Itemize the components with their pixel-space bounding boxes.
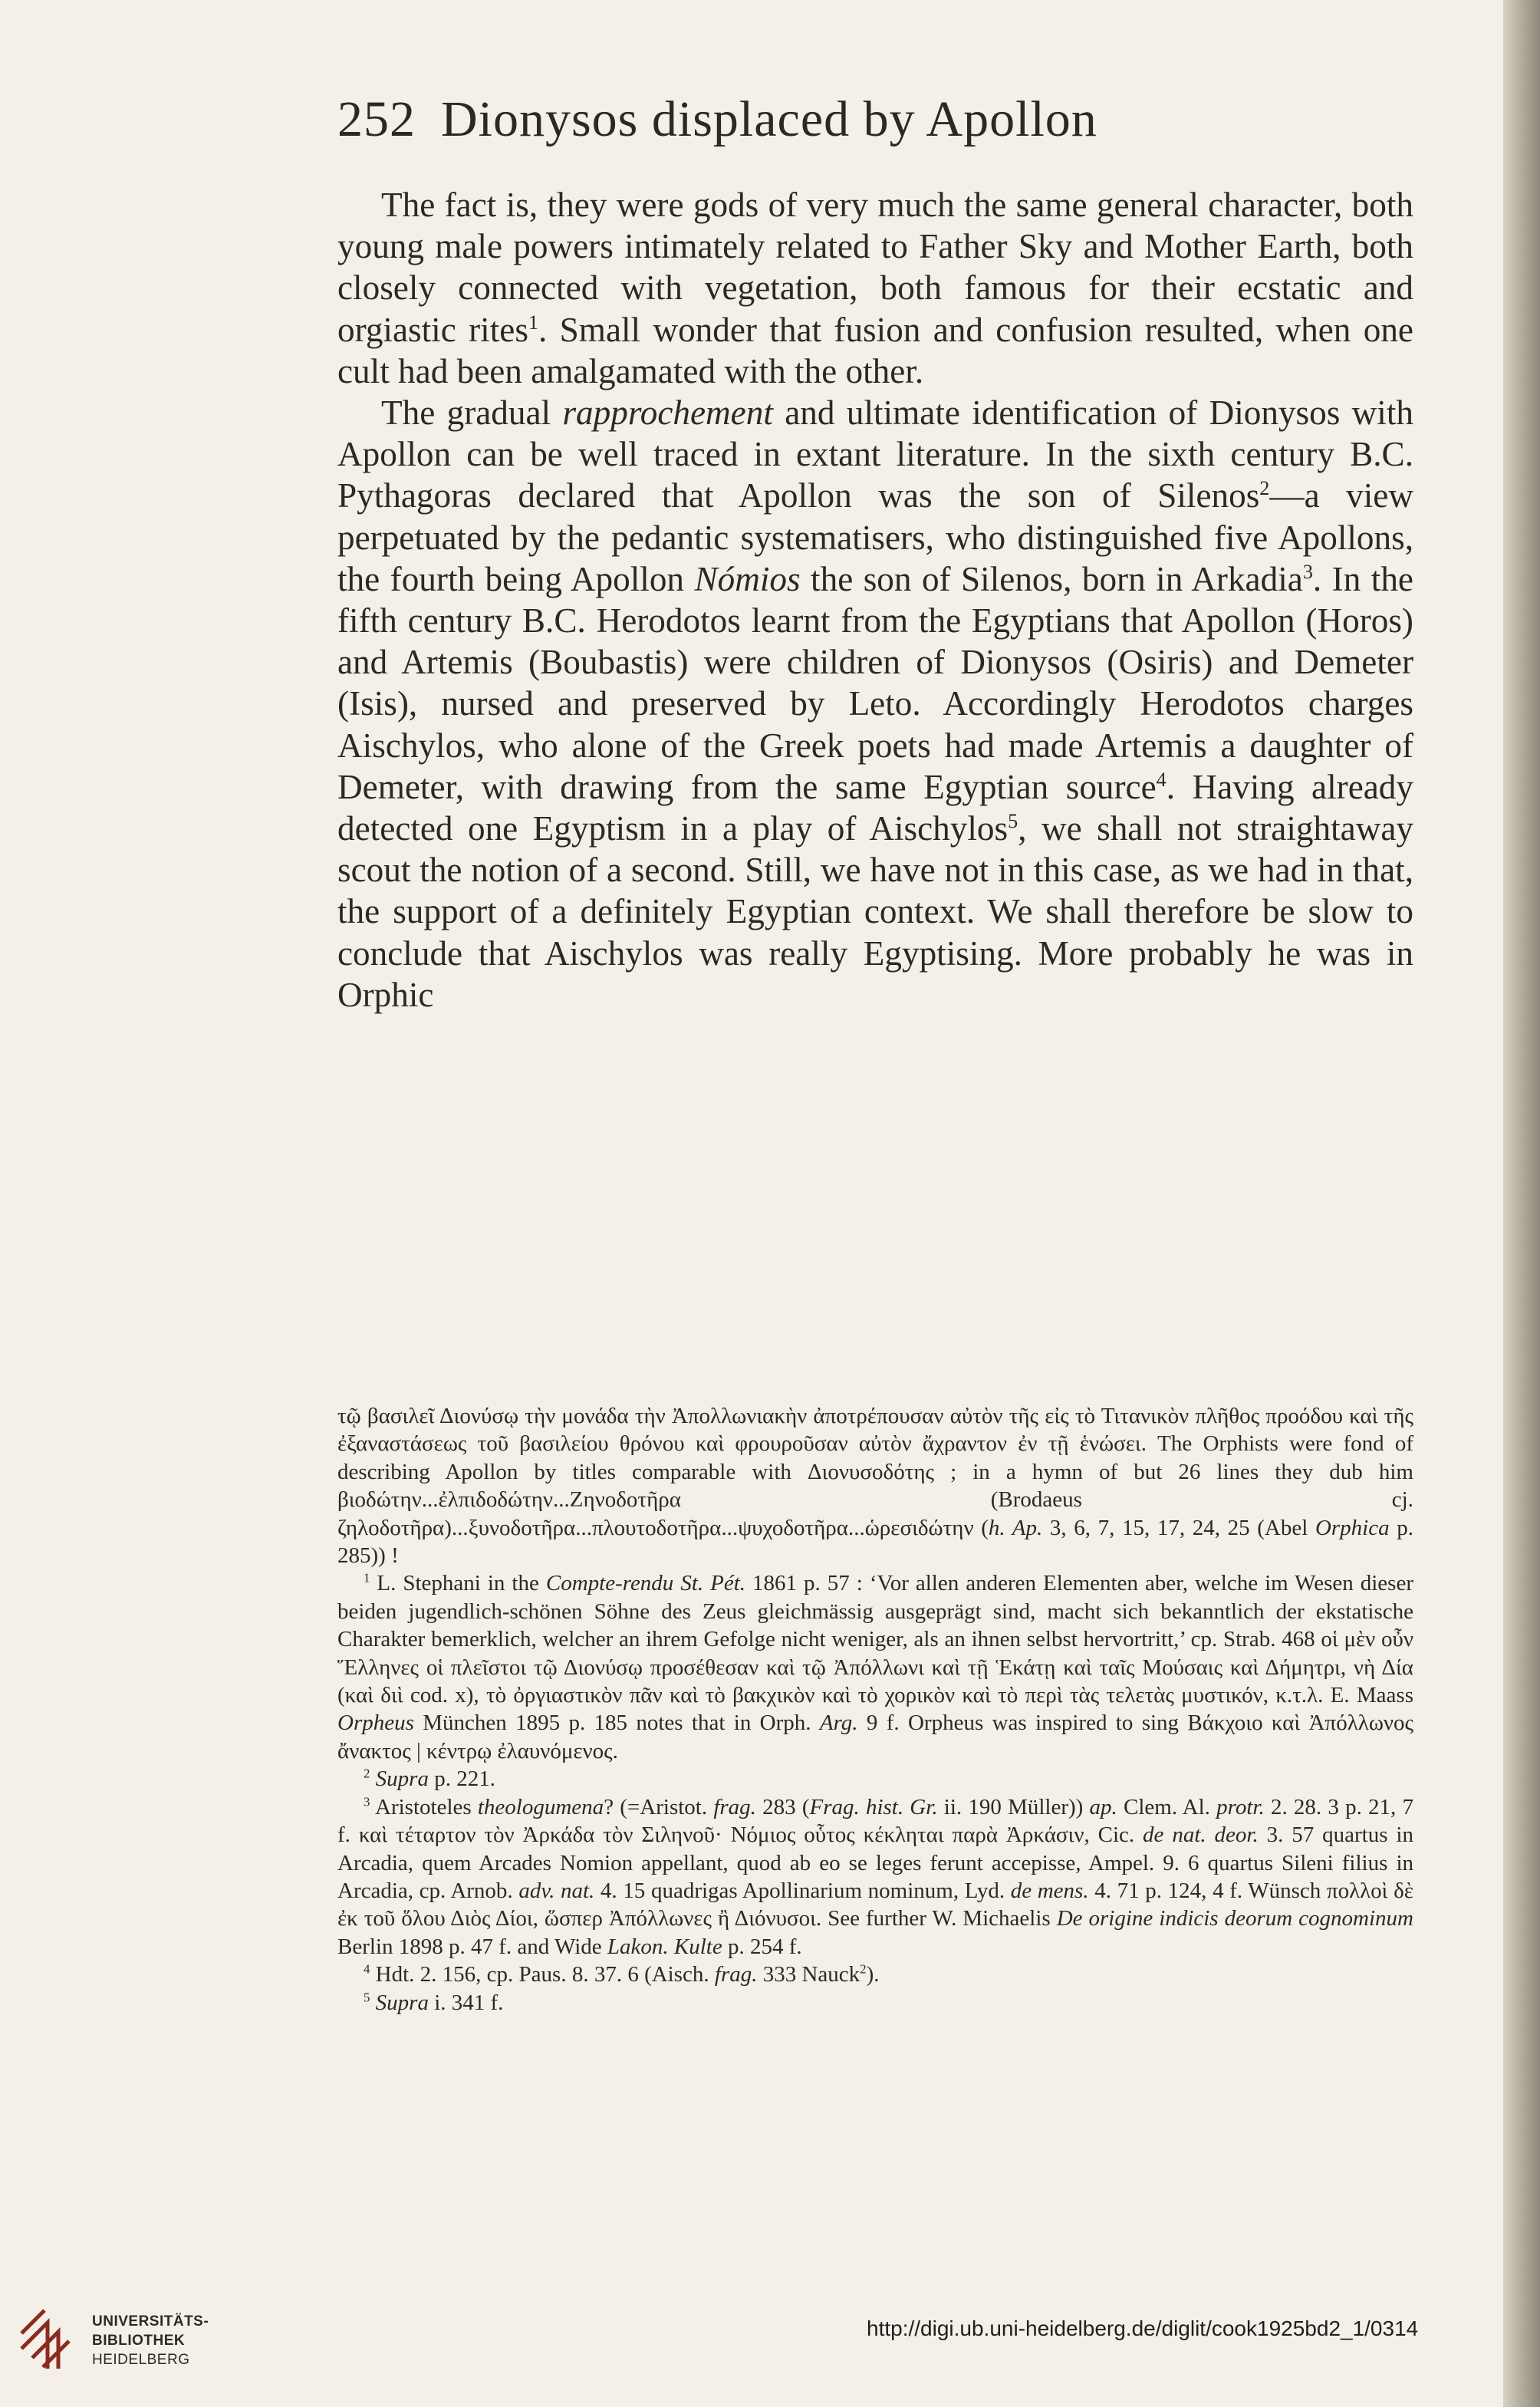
text-run: and ultimate identification of Dionysos with Apollon can be well traced in extant literature. In the sixth century B.C. Pythagoras declared that Apollon was the son of Silenos: [337, 393, 1413, 515]
italic-term: rapprochement: [562, 393, 773, 433]
footnote-4: [337, 1961, 1413, 1988]
italic-term: adv. nat.: [518, 1878, 595, 1903]
greek-quote: Διονυσοδότης: [807, 1459, 934, 1484]
library-line: HEIDELBERG: [92, 2352, 190, 2368]
text-run: 4. 71 p. 124, 4 f. Wünsch: [1088, 1878, 1327, 1903]
italic-term: de mens.: [1010, 1878, 1089, 1903]
text-run: p. 285)) !: [337, 1515, 1413, 1569]
text-run: ).: [866, 1962, 880, 1987]
running-title: Dionysos displaced by Apollon: [441, 91, 1097, 147]
italic-term: Compte-rendu St. Pét.: [545, 1571, 746, 1596]
text-run: (: [973, 1515, 989, 1540]
footnote-ref-4[interactable]: 4: [1156, 768, 1167, 791]
text-run: . Having already detected one Egyptism in a play of Aischylos: [337, 767, 1413, 848]
text-run: p. 221.: [428, 1767, 495, 1792]
footnotes: [337, 1402, 1413, 2017]
italic-term: Orphica: [1315, 1515, 1390, 1540]
text-run: 3, 6, 7, 15, 17, 24, 25 (Abel: [1042, 1515, 1315, 1540]
italic-term: frag.: [714, 1962, 758, 1987]
text-run: the son of Silenos, born in Arkadia: [800, 559, 1303, 598]
paragraph-2: [337, 392, 1413, 1016]
footnote-continued: [337, 1402, 1413, 1569]
text-run: ii. 190 Müller)): [937, 1794, 1090, 1819]
text-run: Berlin 1898 p. 47 f. and Wide: [337, 1934, 607, 1959]
footnote-ref-3[interactable]: 3: [1302, 560, 1313, 583]
text-run: 9 f. Orpheus was inspired to sing: [857, 1711, 1188, 1736]
text-run: The gradual: [381, 393, 563, 433]
italic-term: protr.: [1216, 1794, 1265, 1819]
italic-term: Supra: [375, 1990, 429, 2015]
footnote-number: 3: [364, 1794, 370, 1809]
text-run: . In the fifth century B.C. Herodotos learnt from the Egyptians that Apollon (Horos) and Artemis (Boubastis) were children of Dionysos (Osiris) and Demeter (Isis), nursed and preserved by Leto. Accordingly Herodotos charges Aischylos, who alone of the Greek poets had made Artemis a daughter of Demeter, with drawing from the same Egyptian source: [337, 559, 1413, 806]
footnote-number: 1: [364, 1570, 370, 1585]
italic-term: de nat. deor.: [1143, 1823, 1259, 1848]
running-header: [337, 91, 1426, 160]
footnote-ref-2[interactable]: 2: [1259, 477, 1270, 500]
text-run: Aristoteles: [370, 1794, 478, 1819]
footnote-number: 4: [364, 1961, 370, 1977]
university-library-logo-icon: [17, 2303, 84, 2373]
italic-term: frag.: [713, 1794, 756, 1819]
italic-term: ap.: [1089, 1794, 1117, 1819]
text-run: 2. 28. 3 p. 21, 7 f.: [337, 1794, 1413, 1848]
greek-quote: Βάκχοιο καὶ Ἀπόλλωνος ἄνακτος | κέντρῳ ἐλαυνόμενος.: [337, 1711, 1414, 1763]
edition-number: 2: [860, 1961, 867, 1977]
italic-term: Nómios: [694, 559, 801, 598]
text-run: ; in a hymn of but 26 lines they dub him: [934, 1459, 1413, 1484]
italic-term: Arg.: [819, 1711, 858, 1736]
library-line: BIBLIOTHEK: [92, 2333, 186, 2349]
text-run: 3. 57 quartus in Arcadia, quem Arcades Nomion appellant, quod ab eo se leges ferunt accepisse, Ampel. 9. 6 quartus Sileni filius in Arcadia, cp. Arnob.: [337, 1823, 1413, 1903]
text-run: (Brodaeus cj.: [680, 1487, 1413, 1513]
text-run: Cic.: [1089, 1823, 1143, 1848]
library-line: UNIVERSITÄTS-: [92, 2313, 209, 2330]
text-run: Clem. Al.: [1117, 1794, 1217, 1819]
paragraph-1: [337, 184, 1413, 392]
text-run: The Orphists were fond of describing Apollon by titles comparable with: [337, 1431, 1414, 1484]
footnote-1: [337, 1569, 1413, 1765]
text-run: 4. 15 quadrigas Apollinarium nominum, Lyd.: [594, 1878, 1011, 1903]
italic-term: De origine indicis deorum cognominum: [1056, 1906, 1413, 1931]
text-run: Hdt. 2. 156, cp. Paus. 8. 37. 6 (Aisch.: [370, 1962, 715, 1987]
text-run: München 1895 p. 185 notes that in Orph.: [413, 1711, 820, 1736]
footnote-ref-5[interactable]: 5: [1008, 809, 1018, 832]
text-run: ? (=Aristot.: [604, 1794, 714, 1819]
text-run: , we shall not straightaway scout the notion of a second. Still, we have not in this case, as we had in that, the support of a definitely Egyptian context. We shall therefore be slow to conclude that Aischylos was really Egyptising. More probably he was in Orphic: [337, 809, 1414, 1014]
footnote-number: 2: [364, 1766, 370, 1781]
library-name: [92, 2312, 209, 2369]
text-run: i. 341 f.: [428, 1990, 504, 2015]
text-run: 1861 p. 57 : ‘Vor allen anderen Elementen aber, welche im Wesen dieser beiden jugendlich-schönen Söhne des Zeus gleichmässig ausgeprägt sind, macht sich bekanntlich der ekstatische Charakter bemerklich, welcher an ihrem Gefolge nicht weniger, als an ihnen selbst hervortritt,’ cp. Strab. 468: [337, 1571, 1413, 1652]
greek-quote: πολλοὶ δὲ ἐκ τοῦ ὅλου Διὸς Δίοι, ὥσπερ Ἀπόλλωνες ἢ Διόνυσοι.: [337, 1878, 1413, 1931]
greek-quote: καὶ τέταρτον τὸν Ἀρκάδα τὸν Σιληνοῦ· Νόμιος οὗτος κέκληται παρὰ Ἀρκάσιν,: [358, 1823, 1090, 1848]
italic-term: theologumena: [477, 1794, 604, 1819]
footnote-number: 5: [364, 1989, 370, 2004]
text-run: E. Maass: [1323, 1683, 1413, 1708]
italic-term: Orpheus: [337, 1711, 414, 1736]
greek-quote: οἱ μὲν οὖν Ἕλληνες οἱ πλεῖστοι τῷ Διονύσῳ προσέθεσαν καὶ τῷ Ἀπόλλωνι καὶ τῇ Ἑκάτῃ καὶ ταῖς Μούσαις καὶ Δήμητρι, νὴ Δία (καὶ διὶ cod. x), τὸ ὀργιαστικὸν πᾶν καὶ τὸ βακχικὸν καὶ τὸ χορικὸν καὶ τὸ περὶ τὰς τελετὰς μυστικόν, κ.τ.λ.: [337, 1627, 1413, 1708]
footnote-ref-1[interactable]: 1: [528, 311, 539, 334]
footnote-3: [337, 1793, 1413, 1961]
text-run: 333 Nauck: [757, 1962, 860, 1987]
text-run: See further W. Michaelis: [821, 1906, 1057, 1931]
greek-quote: βιοδώτην...ἐλπιδοδώτην...Ζηνοδοτῆρα: [337, 1487, 681, 1513]
main-text: [337, 184, 1413, 1016]
digitization-footer: [0, 2293, 1503, 2407]
greek-quote: τῷ βασιλεῖ Διονύσῳ τὴν μονάδα τὴν Ἀπολλωνιακὴν ἀποτρέπουσαν αὐτὸν τῆς εἰς τὸ Τιτανικὸν πλῆθος προόδου καὶ τῆς ἐξαναστάσεως τοῦ βασιλείου θρόνου καὶ φρουροῦσαν αὐτὸν ἄχραντον ἐν τῇ ἑνώσει.: [337, 1404, 1413, 1457]
page-edge-shadow: [1503, 0, 1540, 2407]
text-run: L. Stephani in the: [370, 1571, 546, 1596]
italic-term: Lakon. Kulte: [607, 1934, 722, 1959]
text-run: . Small wonder that fusion and confusion resulted, when one cult had been amalgamated with the other.: [337, 310, 1413, 390]
text-run: p. 254 f.: [722, 1934, 802, 1959]
footnote-5: [337, 1989, 1413, 2017]
italic-term: Supra: [375, 1767, 429, 1792]
footnote-2: [337, 1765, 1413, 1793]
text-run: 283 (: [755, 1794, 810, 1819]
text-run: —a view perpetuated by the pedantic systematisers, who distinguished five Apollons, the fourth being Apollon: [337, 476, 1413, 598]
italic-term: Frag. hist. Gr.: [809, 1794, 938, 1819]
italic-term: h. Ap.: [988, 1515, 1043, 1540]
greek-quote: ζηλοδοτῆρα)...ξυνοδοτῆρα...πλουτοδοτῆρα...ψυχοδοτῆρα...ὡρεσιδώτην: [337, 1515, 974, 1540]
text-run: The fact is, they were gods of very much the same general character, both young male powers intimately related to Father Sky and Mother Earth, both closely connected with vegetation, both famous for their ecstatic and orgiastic rites: [337, 186, 1413, 349]
page-number: 252: [337, 91, 416, 147]
source-url-link[interactable]: http://digi.ub.uni-heidelberg.de/diglit/cook1925bd2_1/0314: [867, 2316, 1419, 2340]
